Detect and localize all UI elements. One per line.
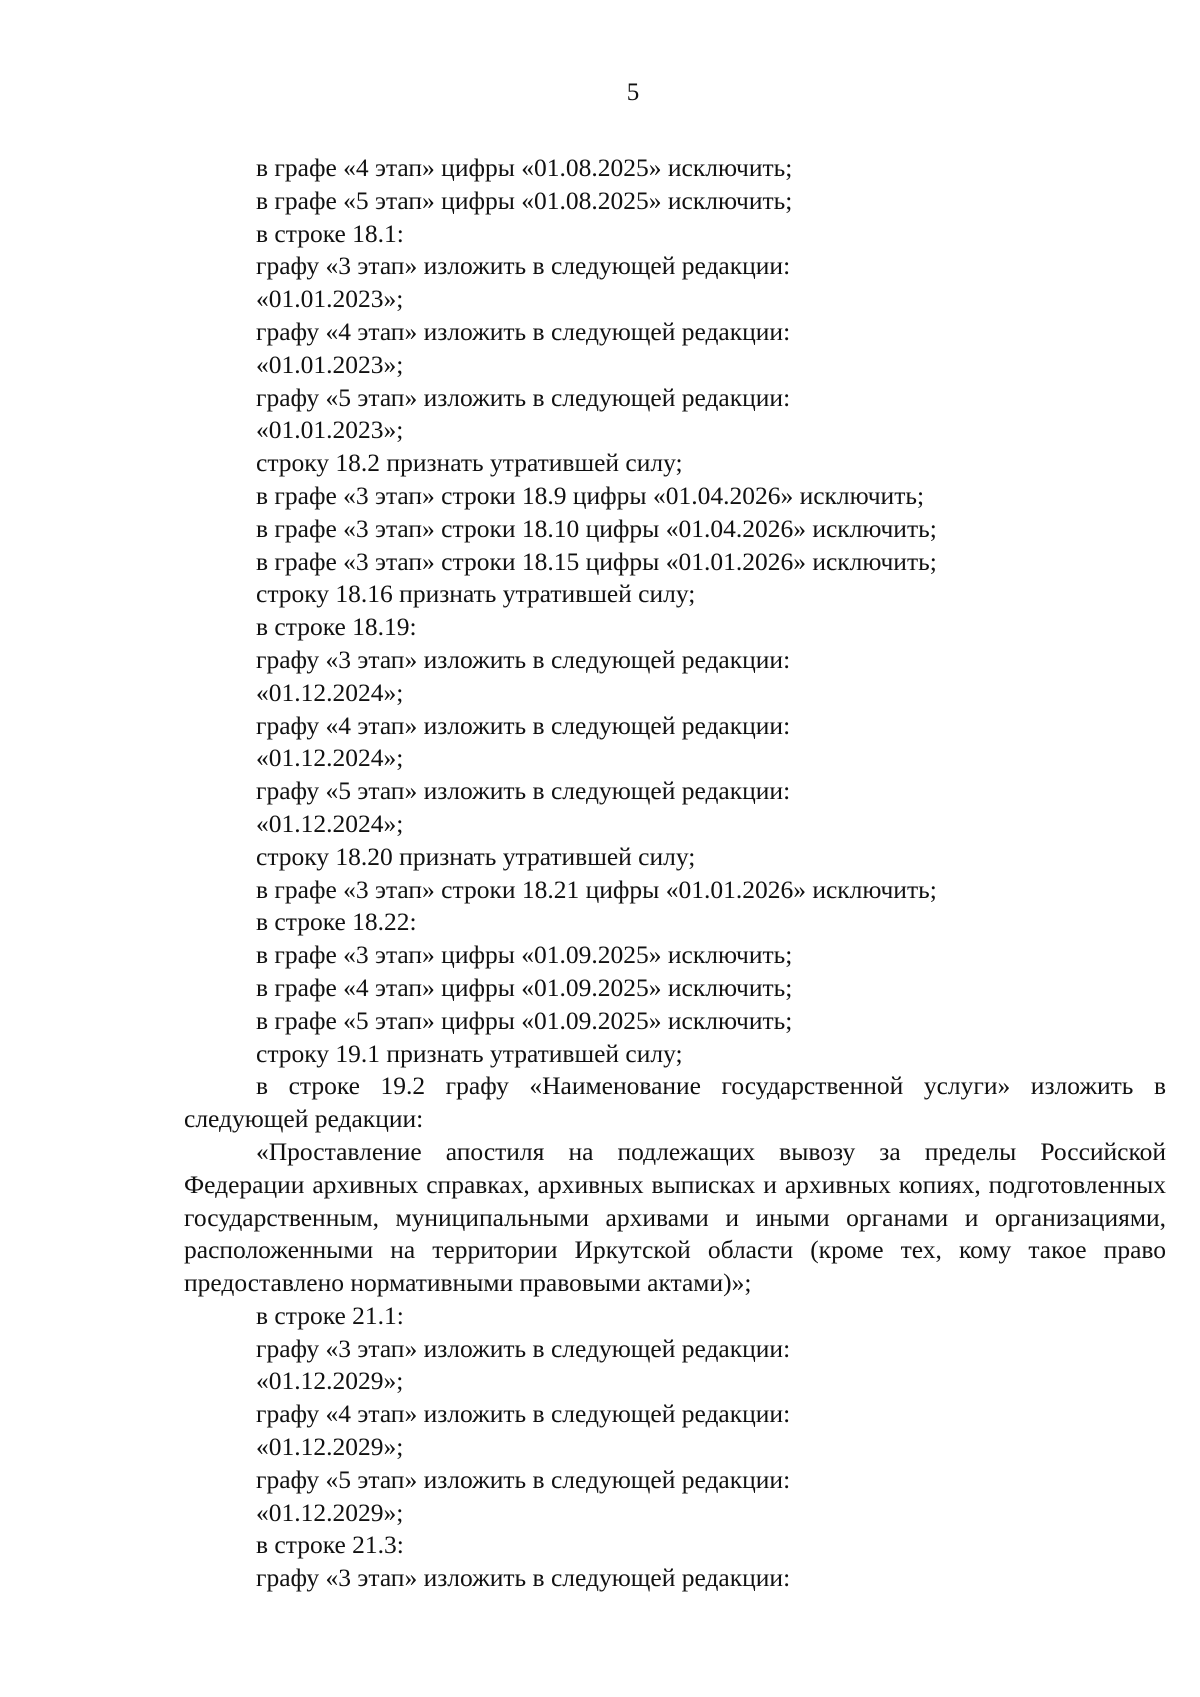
amendment-list-2	[184, 1300, 1166, 1595]
amendment-line: графу «5 этап» изложить в следующей редакции:	[256, 1464, 791, 1494]
amendment-line: строку 19.1 признать утратившей силу;	[256, 1038, 683, 1068]
amendment-line: строку 18.2 признать утратившей силу;	[256, 448, 683, 478]
amendment-line: в строке 18.19:	[256, 612, 417, 642]
amendment-line: в графе «3 этап» цифры «01.09.2025» исключить;	[256, 940, 793, 970]
amendment-line: графу «4 этап» изложить в следующей редакции:	[256, 1399, 791, 1429]
amendment-line: в графе «4 этап» цифры «01.09.2025» исключить;	[256, 972, 793, 1002]
amendment-line: в графе «3 этап» строки 18.15 цифры «01.01.2026» исключить;	[256, 546, 937, 576]
page-number: 5	[626, 79, 640, 106]
amendment-line: графу «3 этап» изложить в следующей редакции:	[256, 251, 791, 281]
amendment-line: строку 18.16 признать утратившей силу;	[256, 579, 696, 609]
amendment-line: графу «4 этап» изложить в следующей редакции:	[256, 710, 791, 740]
amendment-line: «01.12.2029»;	[256, 1432, 404, 1462]
amendment-line: в строке 21.1:	[256, 1300, 404, 1330]
amendment-line: в строке 21.3:	[256, 1530, 404, 1560]
amendment-line: «01.12.2024»;	[256, 808, 404, 838]
amendment-line: в графе «5 этап» цифры «01.09.2025» исключить;	[256, 1005, 793, 1035]
paragraph-service-name-quote: «Проставление апостиля на подлежащих вывозу за пределы Российской Федерации архивных справках, архивных выписках и архивных копиях, подготовленных государственным, муниципальными архивами и иными органами и организациями, расположенными на территории Иркутской области (кроме тех, кому такое право предоставлено нормативными правовыми актами)»;	[184, 1136, 1166, 1298]
amendment-line: «01.12.2029»;	[256, 1497, 404, 1527]
amendment-line: графу «5 этап» изложить в следующей редакции:	[256, 382, 791, 412]
amendment-line: в строке 18.22:	[256, 907, 417, 937]
amendment-line: графу «3 этап» изложить в следующей редакции:	[256, 1333, 791, 1363]
amendment-line: «01.01.2023»;	[256, 415, 404, 445]
amendment-line: в графе «3 этап» строки 18.10 цифры «01.04.2026» исключить;	[256, 513, 937, 543]
amendment-line: графу «3 этап» изложить в следующей редакции:	[256, 1563, 791, 1593]
amendment-line: графу «4 этап» изложить в следующей редакции:	[256, 316, 791, 346]
amendment-line: графу «3 этап» изложить в следующей редакции:	[256, 644, 791, 674]
paragraph-row-19-2: в строке 19.2 графу «Наименование государственной услуги» изложить в следующей редакции:	[184, 1071, 1166, 1134]
amendment-line: в графе «3 этап» строки 18.9 цифры «01.04.2026» исключить;	[256, 480, 925, 510]
document-body	[184, 152, 1166, 1595]
amendment-line: в графе «5 этап» цифры «01.08.2025» исключить;	[256, 185, 793, 215]
amendment-line: в графе «3 этап» строки 18.21 цифры «01.01.2026» исключить;	[256, 874, 937, 904]
amendment-line: в строке 18.1:	[256, 218, 404, 248]
amendment-line: «01.12.2024»;	[256, 677, 404, 707]
amendment-list-1	[184, 152, 1166, 1070]
amendment-line: графу «5 этап» изложить в следующей редакции:	[256, 776, 791, 806]
amendment-line: в графе «4 этап» цифры «01.08.2025» исключить;	[256, 153, 793, 182]
amendment-line: «01.12.2024»;	[256, 743, 404, 773]
amendment-line: строку 18.20 признать утратившей силу;	[256, 841, 696, 871]
amendment-line: «01.01.2023»;	[256, 349, 404, 379]
amendment-line: «01.12.2029»;	[256, 1366, 404, 1396]
amendment-line: «01.01.2023»;	[256, 284, 404, 314]
